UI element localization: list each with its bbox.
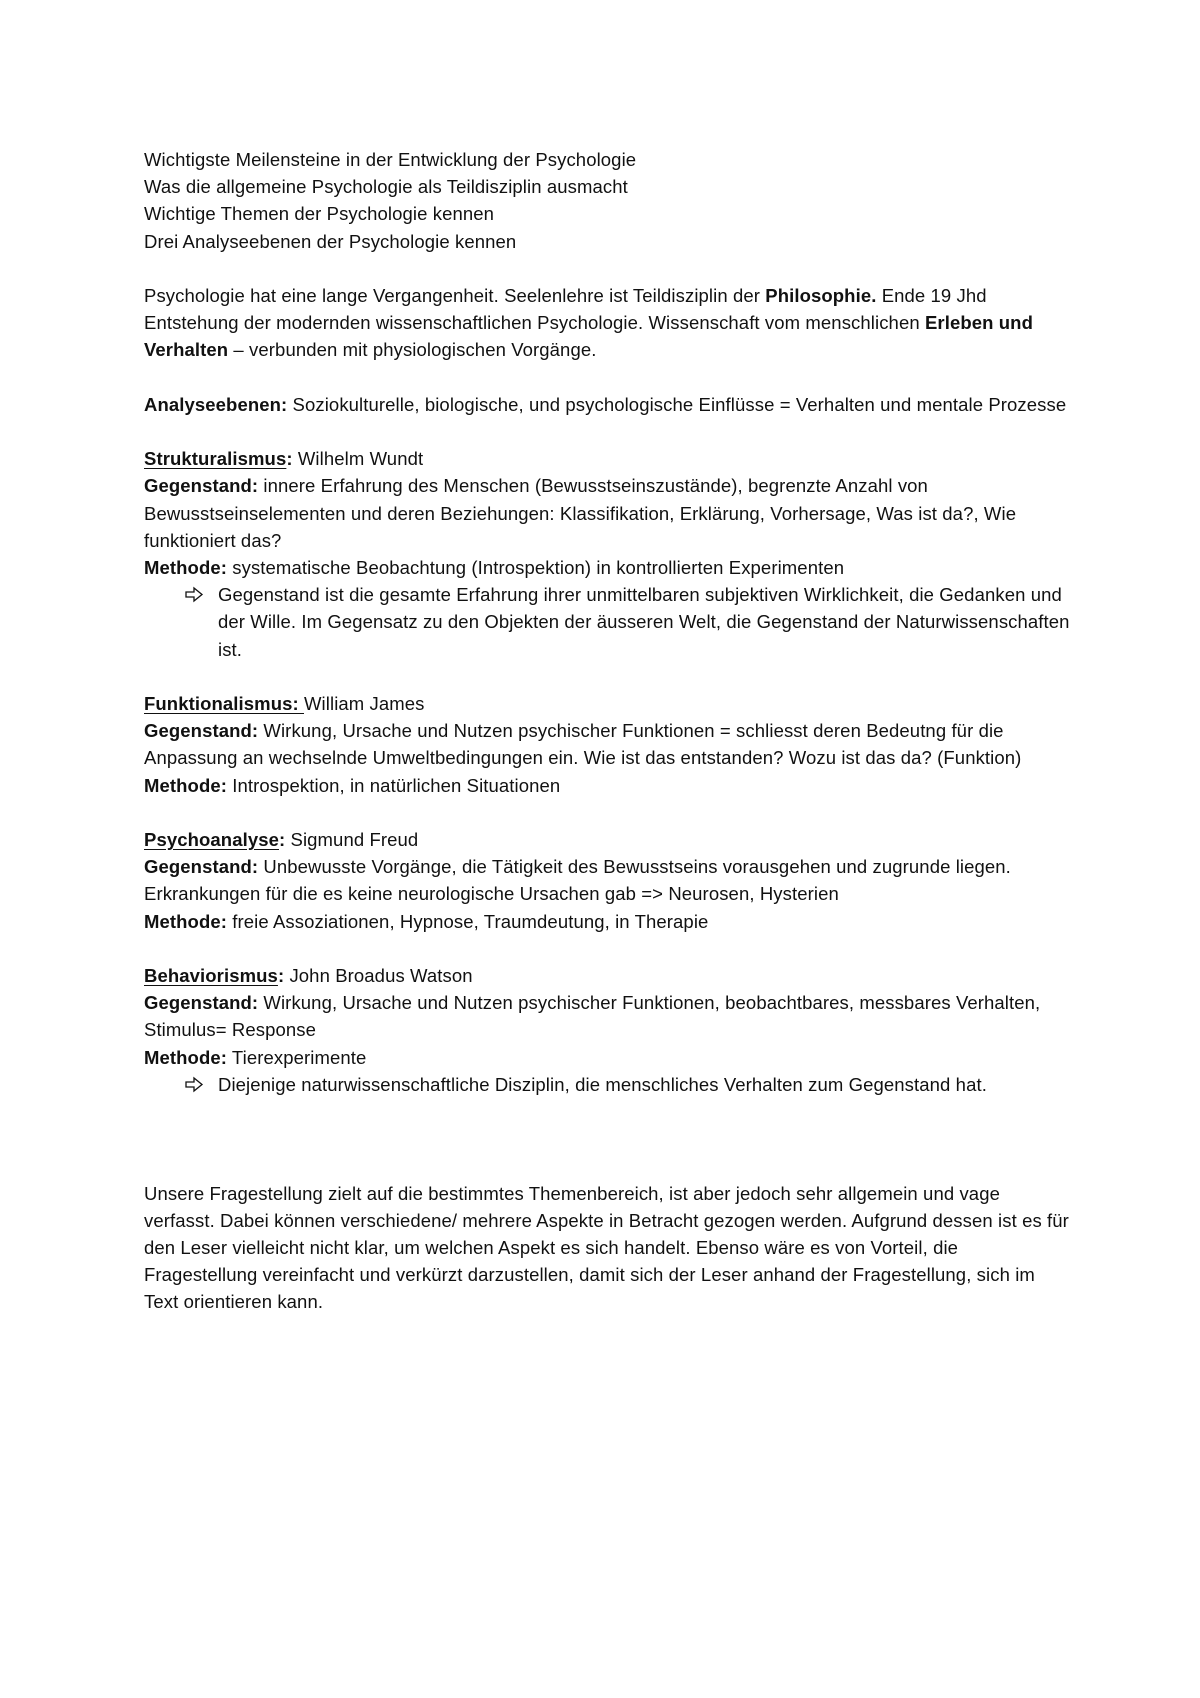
analyse-text: Soziokulturelle, biologische, und psychologische Einflüsse = Verhalten und mentale Prozesse	[287, 393, 1067, 415]
section-heading	[144, 690, 1074, 717]
bullet-text: Gegenstand ist die gesamte Erfahrung ihrer unmittelbaren subjektiven Wirklichkeit, die Gedanken und der Wille. Im Gegensatz zu den Objekten der äusseren Welt, die Gegenstand der Naturwissenschaften ist.	[218, 584, 1070, 660]
methode-label: Methode:	[144, 910, 228, 932]
document-page	[144, 146, 1074, 1316]
intro-paragraph	[144, 282, 1074, 364]
section-title: Psychoanalyse	[144, 829, 279, 850]
section-heading	[144, 445, 1074, 472]
section-person: William James	[304, 693, 425, 714]
intro-bold-philosophie: Philosophie.	[765, 285, 877, 306]
gegenstand-paragraph	[144, 989, 1074, 1043]
gegenstand-paragraph	[144, 717, 1074, 771]
spacer	[144, 255, 1074, 282]
analyse-label: Analyseebenen:	[144, 393, 288, 415]
methode-label: Methode:	[144, 774, 228, 796]
section-person: John Broadus Watson	[284, 965, 473, 986]
gegenstand-text: Wirkung, Ursache und Nutzen psychischer Funktionen, beobachtbares, messbares Verhalten, Stimulus= Response	[144, 992, 1041, 1041]
goal-line: Was die allgemeine Psychologie als Teildisziplin ausmacht	[144, 176, 628, 198]
section-title: Strukturalismus	[144, 448, 287, 470]
gegenstand-label: Gegenstand:	[144, 720, 259, 742]
section-colon: :	[277, 965, 285, 986]
bullet-item	[144, 1071, 1074, 1098]
gegenstand-paragraph	[144, 472, 1074, 554]
section-psychoanalyse	[144, 826, 1074, 935]
spacer	[144, 364, 1074, 391]
methode-paragraph	[144, 1044, 1074, 1071]
spacer	[144, 935, 1074, 962]
section-colon: :	[286, 448, 293, 470]
gegenstand-label: Gegenstand:	[144, 475, 259, 497]
methode-paragraph	[144, 772, 1074, 799]
methode-text: freie Assoziationen, Hypnose, Traumdeutung, in Therapie	[227, 910, 709, 932]
bullet-text: Diejenige naturwissenschaftliche Disziplin, die menschliches Verhalten zum Gegenstand hat.	[218, 1073, 987, 1095]
closing-paragraph: Unsere Fragestellung zielt auf die bestimmtes Themenbereich, ist aber jedoch sehr allgemein und vage verfasst. Dabei können verschiedene/ mehrere Aspekte in Betracht gezogen werden. Aufgrund dessen ist es für den Leser vielleicht nicht klar, um welchen Aspekt es sich handelt. Ebenso wäre es von Vorteil, die Fragestellung vereinfacht und verkürzt darzustellen, damit sich der Leser anhand der Fragestellung, sich im Text orientieren kann.	[144, 1182, 1069, 1313]
methode-text: systematische Beobachtung (Introspektion) in kontrollierten Experimenten	[227, 557, 845, 578]
methode-label: Methode:	[144, 557, 228, 578]
bullet-item	[144, 581, 1074, 663]
spacer	[144, 1152, 1074, 1179]
gegenstand-label: Gegenstand:	[144, 992, 259, 1014]
methode-text: Introspektion, in natürlichen Situationen	[227, 774, 561, 796]
intro-text: – verbunden mit physiologischen Vorgänge.	[228, 339, 597, 361]
spacer	[144, 418, 1074, 445]
intro-text: Psychologie hat eine lange Vergangenheit. Seelenlehre ist Teildisziplin der	[144, 285, 766, 306]
gegenstand-paragraph	[144, 853, 1074, 907]
section-heading	[144, 826, 1074, 853]
hollow-right-arrow-icon	[184, 581, 204, 608]
section-heading	[144, 962, 1074, 989]
intro-text: Ende 19 Jhd Entstehung der modernden wissenschaftlichen Psychologie. Wissenschaft vom menschlichen	[144, 285, 987, 334]
spacer	[144, 799, 1074, 826]
section-behaviorismus	[144, 962, 1074, 1098]
methode-paragraph	[144, 554, 1074, 581]
gegenstand-label: Gegenstand:	[144, 856, 259, 878]
section-person: Wilhelm Wundt	[292, 448, 424, 470]
section-strukturalismus	[144, 445, 1074, 663]
gegenstand-text: Unbewusste Vorgänge, die Tätigkeit des Bewusstseins vorausgehen und zugrunde liegen. Erkrankungen für die es keine neurologische Ursachen gab => Neurosen, Hysterien	[144, 856, 1011, 905]
gegenstand-text: Wirkung, Ursache und Nutzen psychischer Funktionen = schliesst deren Bedeutng für die Anpassung an wechselnde Umweltbedingungen ein. Wie ist das entstanden? Wozu ist das da? (Funktion)	[144, 720, 1022, 769]
learning-goals	[144, 146, 1074, 255]
hollow-right-arrow-icon	[184, 1071, 204, 1098]
methode-text: Tierexperimente	[227, 1046, 367, 1068]
goal-line: Wichtige Themen der Psychologie kennen	[144, 203, 495, 225]
section-funktionalismus	[144, 690, 1074, 799]
section-title: Funktionalismus:	[144, 693, 304, 714]
intro-bold-erleben: Erleben und Verhalten	[144, 312, 1033, 361]
spacer	[144, 663, 1074, 690]
goal-line: Wichtigste Meilensteine in der Entwicklung der Psychologie	[144, 149, 637, 170]
spacer	[144, 1125, 1074, 1152]
spacer	[144, 1098, 1074, 1125]
goal-line: Drei Analyseebenen der Psychologie kennen	[144, 230, 517, 252]
methode-paragraph	[144, 908, 1074, 935]
section-title: Behaviorismus	[144, 965, 278, 986]
section-colon: :	[279, 829, 286, 850]
analyse-paragraph	[144, 391, 1074, 418]
methode-label: Methode:	[144, 1046, 228, 1068]
gegenstand-text: innere Erfahrung des Menschen (Bewusstseinszustände), begrenzte Anzahl von Bewusstseinselementen und deren Beziehungen: Klassifikation, Erklärung, Vorhersage, Was ist da?, Wie funktioniert das?	[144, 475, 1017, 551]
section-person: Sigmund Freud	[285, 829, 419, 850]
